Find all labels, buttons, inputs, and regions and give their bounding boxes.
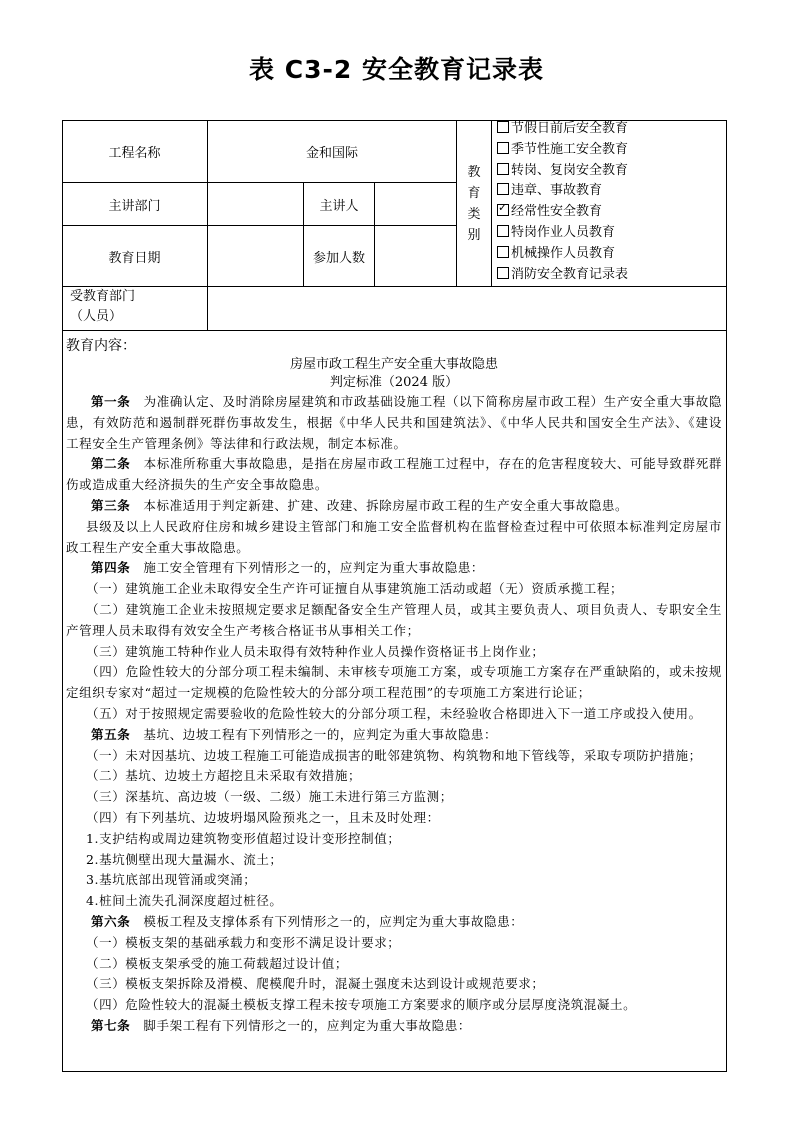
paragraph-text: （二）建筑施工企业未按照规定要求足额配备安全生产管理人员，或其主要负责人、项目负责人、专职安全生产管理人员未取得有效安全生产考核合格证书从事相关工作； bbox=[66, 601, 722, 638]
category-item-label: 经常性安全教育 bbox=[511, 204, 603, 220]
category-item-label: 季节性施工安全教育 bbox=[511, 141, 629, 157]
paragraph-text: 模板工程及支撑体系有下列情形之一的，应判定为重大事故隐患： bbox=[143, 913, 524, 929]
divider bbox=[456, 120, 457, 286]
checkbox-icon[interactable] bbox=[497, 142, 509, 154]
category-item-label: 违章、事故教育 bbox=[511, 183, 603, 199]
paragraph-text: （五）对于按照规定需要验收的危险性较大的分部分项工程，未经验收合格即进入下一道工序或投入使用。 bbox=[86, 705, 702, 721]
paragraph-text: 脚手架工程有下列情形之一的，应判定为重大事故隐患： bbox=[143, 1017, 471, 1033]
trainee-dept-value[interactable] bbox=[208, 287, 727, 330]
content-paragraph bbox=[66, 558, 722, 579]
paragraph-text: 为准确认定、及时消除房屋建筑和市政基础设施工程（以下简称房屋市政工程）生产安全重大事故隐患，有效防范和遏制群死群伤事故发生，根据《中华人民共和国建筑法》、《中华人民共和国安全生产法》、《建设工程安全生产管理条例》等法律和行政法规，制定本标准。 bbox=[66, 394, 722, 451]
trainee-dept-label-line2: （人员） bbox=[70, 309, 123, 324]
paragraph-text: 施工安全管理有下列情形之一的，应判定为重大事故隐患： bbox=[143, 560, 485, 576]
paragraph-text: （二）基坑、边坡土方超挖且未采取有效措施； bbox=[86, 768, 362, 784]
paragraph-text: 2.基坑侧壁出现大量漏水、流土； bbox=[86, 851, 283, 867]
content-paragraph bbox=[66, 600, 722, 642]
paragraph-text: （三）建筑施工特种作业人员未取得有效特种作业人员操作资格证书上岗作业； bbox=[86, 643, 545, 659]
content-paragraph bbox=[66, 787, 722, 808]
article-number: 第三条 bbox=[91, 497, 131, 513]
category-item[interactable] bbox=[497, 244, 727, 265]
content-paragraph bbox=[66, 454, 722, 496]
content-paragraph bbox=[66, 850, 722, 871]
category-checklist bbox=[497, 119, 727, 285]
content-paragraph bbox=[66, 746, 722, 767]
content-paragraph bbox=[66, 704, 722, 725]
paragraph-text: 1.支护结构或周边建筑物变形值超过设计变形控制值； bbox=[86, 830, 401, 846]
speaker-label: 主讲人 bbox=[319, 198, 359, 214]
paragraph-text: 本标准所称重大事故隐患，是指在房屋市政工程施工过程中，存在的危害程度较大、可能导致群死群伤或造成重大经济损失的生产安全事故隐患。 bbox=[66, 456, 722, 493]
content-label: 教育内容： bbox=[66, 338, 136, 354]
category-item-label: 消防安全教育记录表 bbox=[511, 266, 629, 282]
category-label bbox=[466, 121, 482, 287]
category-item[interactable] bbox=[497, 181, 727, 202]
paragraph-text: 4.桩间土流失孔洞深度超过桩径。 bbox=[86, 893, 283, 909]
paragraph-text: （三）模板支架拆除及滑模、爬模爬升时，混凝土强度未达到设计或规范要求； bbox=[86, 976, 545, 992]
paragraph-text: 本标准适用于判定新建、扩建、改建、拆除房屋市政工程的生产安全重大事故隐患。 bbox=[143, 497, 629, 513]
content-paragraph bbox=[66, 954, 722, 975]
category-item-label: 节假日前后安全教育 bbox=[511, 121, 629, 136]
paragraph-text: （四）有下列基坑、边坡坍塌风险预兆之一，且未及时处理： bbox=[86, 809, 440, 825]
category-label-char: 别 bbox=[467, 228, 481, 243]
category-item-label: 特岗作业人员教育 bbox=[511, 224, 616, 240]
paragraph-text: （一）未对因基坑、边坡工程施工可能造成损害的毗邻建筑物、构筑物和地下管线等，采取专项防护措施； bbox=[86, 747, 702, 763]
category-item[interactable] bbox=[497, 202, 727, 223]
checked-checkbox-icon[interactable] bbox=[497, 204, 509, 216]
trainee-dept-label-line1: 受教育部门 bbox=[70, 289, 136, 304]
content-paragraph bbox=[66, 974, 722, 995]
category-item-label: 机械操作人员教育 bbox=[511, 245, 616, 261]
page-title: 表 C3-2 安全教育记录表 bbox=[249, 55, 544, 84]
paragraph-text: （四）危险性较大的分部分项工程未编制、未审核专项施工方案，或专项施工方案存在严重缺陷的，或未按规定组织专家对“超过一定规模的危险性较大的分部分项工程范围”的专项施工方案进行论证； bbox=[66, 664, 722, 701]
paragraph-text: （二）模板支架承受的施工荷载超过设计值； bbox=[86, 955, 349, 971]
content-paragraph bbox=[66, 766, 722, 787]
content-paragraph bbox=[66, 662, 722, 704]
article-number: 第五条 bbox=[91, 726, 131, 742]
project-name-label: 工程名称 bbox=[108, 145, 161, 161]
category-label-char: 育 bbox=[467, 186, 481, 201]
category-label-char: 类 bbox=[467, 207, 481, 222]
paragraph-text: （三）深基坑、高边坡（一级、二级）施工未进行第三方监测； bbox=[86, 789, 453, 805]
doc-title-line1: 房屋市政工程生产安全重大事故隐患 bbox=[289, 357, 498, 372]
dept-label: 主讲部门 bbox=[108, 198, 161, 214]
content-paragraph bbox=[66, 642, 722, 663]
divider bbox=[62, 330, 727, 331]
paragraph-text: （四）危险性较大的混凝土模板支撑工程未按专项施工方案要求的顺序或分层厚度浇筑混凝土。 bbox=[86, 997, 637, 1013]
checkbox-icon[interactable] bbox=[497, 183, 509, 195]
content-paragraph bbox=[66, 933, 722, 954]
content-paragraph bbox=[66, 870, 722, 891]
paragraph-text: 3.基坑底部出现管涌或突涌； bbox=[86, 872, 257, 888]
article-number: 第四条 bbox=[91, 560, 131, 576]
trainee-dept-label bbox=[62, 287, 207, 330]
content-paragraph bbox=[66, 579, 722, 600]
article-number: 第二条 bbox=[91, 456, 131, 472]
paragraph-text: （一）建筑施工企业未取得安全生产许可证擅自从事建筑施工活动或超（无）资质承揽工程； bbox=[86, 581, 624, 597]
speaker-value[interactable] bbox=[375, 183, 456, 225]
category-item[interactable] bbox=[497, 119, 727, 140]
content-paragraph bbox=[66, 912, 722, 933]
category-item[interactable] bbox=[497, 161, 727, 182]
category-item[interactable] bbox=[497, 223, 727, 244]
checkbox-icon[interactable] bbox=[497, 163, 509, 175]
doc-title-line2: 判定标准（2024 版） bbox=[329, 375, 459, 390]
date-label: 教育日期 bbox=[108, 250, 161, 266]
content-paragraph bbox=[66, 995, 722, 1016]
checkbox-icon[interactable] bbox=[497, 267, 509, 279]
paragraph-text: 县级及以上人民政府住房和城乡建设主管部门和施工安全监督机构在监督检查过程中可依照本标准判定房屋市政工程生产安全重大事故隐患。 bbox=[66, 518, 722, 555]
article-number: 第六条 bbox=[91, 913, 131, 929]
content-paragraphs bbox=[66, 392, 722, 1037]
content-paragraph bbox=[66, 1016, 722, 1037]
paragraph-text: （一）模板支架的基础承载力和变形不满足设计要求； bbox=[86, 934, 401, 950]
article-number: 第一条 bbox=[91, 394, 131, 409]
dept-value[interactable] bbox=[208, 183, 303, 225]
category-item[interactable] bbox=[497, 265, 727, 286]
checkbox-icon[interactable] bbox=[497, 225, 509, 237]
project-name-value[interactable]: 金和国际 bbox=[305, 145, 358, 161]
content-paragraph bbox=[66, 392, 722, 454]
attendees-label: 参加人数 bbox=[312, 250, 365, 266]
date-value[interactable] bbox=[208, 226, 303, 286]
content-paragraph bbox=[66, 517, 722, 559]
category-label-char: 教 bbox=[467, 165, 481, 180]
education-content bbox=[66, 336, 722, 1037]
attendees-value[interactable] bbox=[375, 226, 456, 286]
category-item[interactable] bbox=[497, 140, 727, 161]
paragraph-text: 基坑、边坡工程有下列情形之一的，应判定为重大事故隐患： bbox=[143, 726, 498, 742]
category-item-label: 转岗、复岗安全教育 bbox=[511, 162, 629, 178]
divider bbox=[491, 120, 492, 286]
content-paragraph bbox=[66, 829, 722, 850]
content-paragraph bbox=[66, 891, 722, 912]
checkbox-icon[interactable] bbox=[497, 121, 509, 133]
article-number: 第七条 bbox=[91, 1017, 131, 1033]
content-paragraph bbox=[66, 496, 722, 517]
checkbox-icon[interactable] bbox=[497, 246, 509, 258]
content-paragraph bbox=[66, 808, 722, 829]
content-paragraph bbox=[66, 725, 722, 746]
